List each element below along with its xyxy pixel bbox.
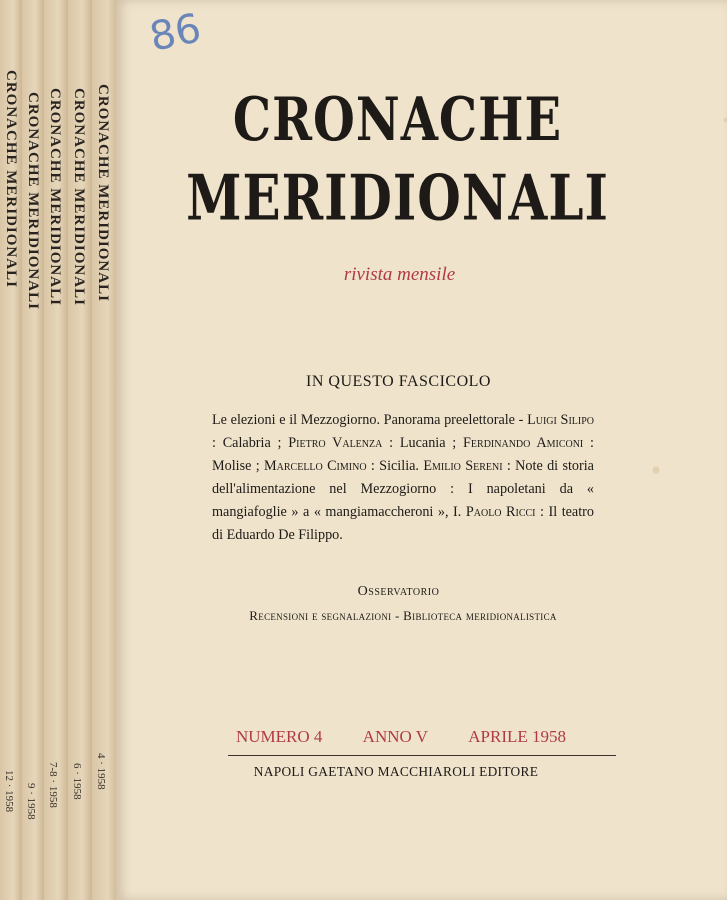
observatory-heading: Osservatorio [357,584,440,599]
spine-title: CRONACHE MERIDIONALI [95,84,111,302]
spine-title: CRONACHE MERIDIONALI [47,88,63,306]
author-name: Ferdinando Amiconi [463,435,584,451]
contents-text: : Molise ; [212,435,594,474]
contents-text: : Calabria ; [212,435,289,451]
issue-info [236,727,566,747]
title-line-2: MERIDIONALI [186,160,609,235]
publisher: NAPOLI GAETANO MACCHIAROLI EDITORE [253,764,539,779]
divider-rule [228,755,616,756]
contents-text: : Lucania ; [382,435,464,451]
issue-date: APRILE 1958 [468,727,566,746]
contents-intro: Le elezioni e il Mezzogiorno. Panorama preelettorale - [212,412,528,428]
author-name: Marcello Cimino [264,458,367,474]
author-name: Luigi Silipo [527,412,594,428]
handwritten-note: 86 [145,5,206,61]
author-name: Paolo Ricci [465,504,536,520]
spine-issue: 6 · 1958 [71,763,83,800]
author-name: Pietro Valenza [288,435,383,451]
contents-text: : Note di storia dell'alimentazione nel Mezzogiorno : I napoletani da « mangiafoglie » a « mangiamaccheroni », I. [212,458,594,520]
contents-text: : Sicilia. [366,458,424,474]
contents-text: : Il teatro di Eduardo De Filippo. [212,504,594,543]
section-heading: IN QUESTO FASCICOLO [306,373,491,390]
spine-title: CRONACHE MERIDIONALI [3,70,19,288]
spine-issue: 9 · 1958 [25,783,37,820]
spine-title: CRONACHE MERIDIONALI [25,92,41,310]
observatory-sections: Recensioni e segnalazioni - Biblioteca meridionalistica [249,608,557,623]
title-line-1: CRONACHE [232,85,563,155]
issue-year: ANNO V [362,727,428,746]
spine-issue: 4 · 1958 [95,753,107,790]
issue-number: NUMERO 4 [236,727,323,746]
spine-title: CRONACHE MERIDIONALI [71,88,87,306]
subtitle: rivista mensile [343,264,456,285]
table-of-contents [212,409,594,547]
spine-issue: 7-8 · 1958 [47,762,59,808]
author-name: Emilio Sereni [423,458,503,474]
spine-issue: 12 · 1958 [3,769,15,812]
